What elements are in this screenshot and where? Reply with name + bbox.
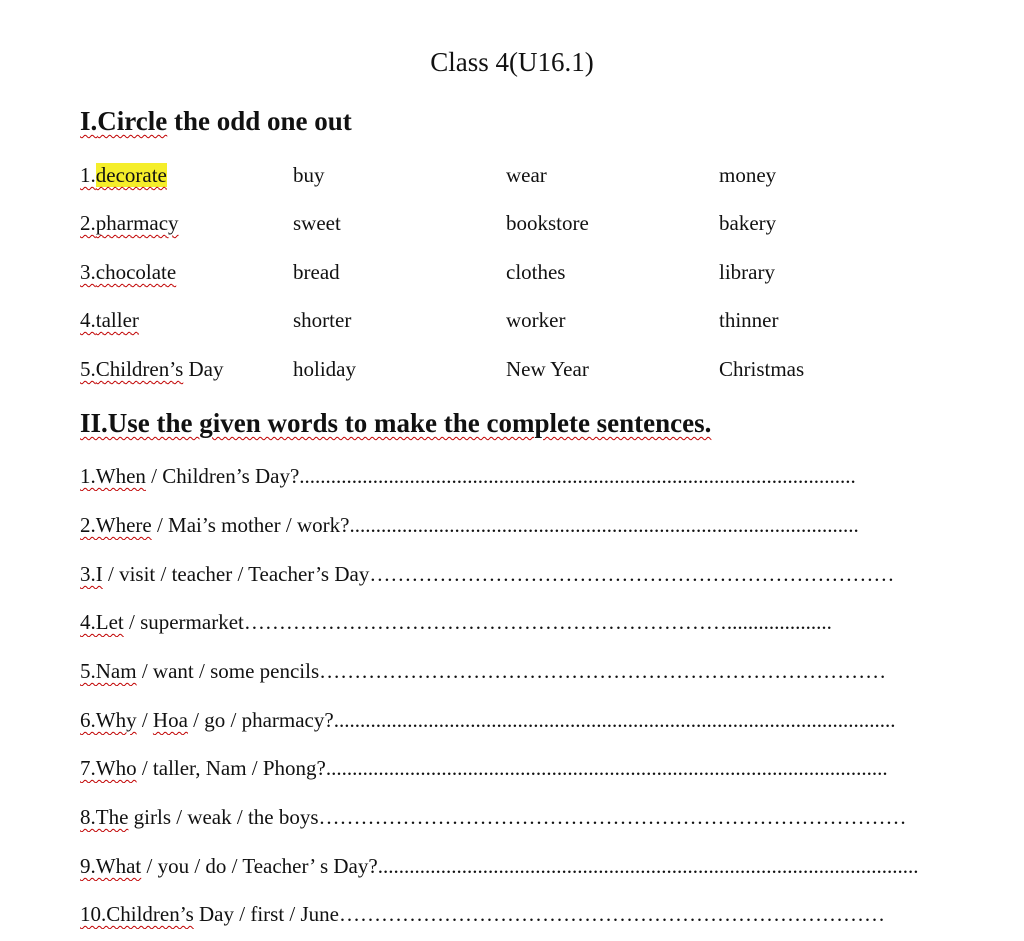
- sentence-item[interactable]: 4.Let / supermarket……………………………………………………………....................: [80, 610, 832, 634]
- answer-blank: …………………………………………………………………………: [318, 805, 907, 829]
- sentence-item[interactable]: 6.Why / Hoa / go / pharmacy?...........................................................................................................: [80, 708, 896, 732]
- section-1-heading-num-word: I.Circle: [80, 106, 168, 136]
- answer-blank: …………………………………………………………………: [369, 562, 895, 586]
- odd-one-word-2[interactable]: bread: [293, 260, 340, 284]
- answer-blank: ...........................................................................................................: [333, 708, 896, 732]
- odd-one-word-4[interactable]: bakery: [719, 211, 777, 235]
- odd-one-word-3[interactable]: bookstore: [506, 211, 589, 235]
- sentence-item[interactable]: 7.Who / taller, Nam / Phong?...........................................................................................................: [80, 756, 888, 780]
- answer-blank: ...........................................................................................................: [325, 756, 888, 780]
- odd-one-word-4[interactable]: thinner: [719, 308, 779, 332]
- odd-one-row: [0, 305, 1024, 335]
- odd-one-row: [0, 160, 1024, 190]
- odd-one-row: [0, 354, 1024, 384]
- answer-blank: ……………………………………………………………………: [338, 902, 885, 926]
- sentence-item[interactable]: 1.When / Children’s Day?..........................................................................................................: [80, 464, 856, 488]
- sentence-item[interactable]: 3.I / visit / teacher / Teacher’s Day…………………………………………………………………: [80, 562, 895, 586]
- odd-one-word-1[interactable]: 1.decorate: [80, 163, 167, 187]
- odd-one-word-2[interactable]: shorter: [293, 308, 352, 332]
- odd-one-word-1[interactable]: 2.pharmacy: [80, 211, 179, 235]
- highlighted-word: decorate: [95, 163, 167, 187]
- odd-one-word-4[interactable]: money: [719, 163, 777, 187]
- odd-one-word-1[interactable]: 5.Children’s Day: [80, 357, 224, 381]
- odd-one-word-2[interactable]: holiday: [293, 357, 356, 381]
- odd-one-row: [0, 208, 1024, 238]
- answer-blank: .......................................................................................................: [377, 854, 919, 878]
- odd-one-word-1[interactable]: 4.taller: [80, 308, 139, 332]
- answer-blank: ……………………………………………………………....................: [243, 610, 832, 634]
- odd-one-word-2[interactable]: buy: [293, 163, 325, 187]
- odd-one-word-3[interactable]: New Year: [506, 357, 589, 381]
- odd-one-word-4[interactable]: library: [719, 260, 775, 284]
- sentence-item[interactable]: 10.Children’s Day / first / June……………………………………………………………………: [80, 902, 885, 926]
- answer-blank: .................................................................................................: [349, 513, 859, 537]
- section-1-heading: I.Circle the odd one out: [80, 106, 352, 136]
- odd-one-word-3[interactable]: wear: [506, 163, 547, 187]
- sentence-item[interactable]: 5.Nam / want / some pencils………………………………………………………………………: [80, 659, 887, 683]
- odd-one-word-1[interactable]: 3.chocolate: [80, 260, 177, 284]
- odd-one-word-4[interactable]: Christmas: [719, 357, 805, 381]
- odd-one-word-2[interactable]: sweet: [293, 211, 341, 235]
- sentence-item[interactable]: 9.What / you / do / Teacher’ s Day?.......................................................................................................: [80, 854, 919, 878]
- sentence-item[interactable]: 2.Where / Mai’s mother / work?.................................................................................................: [80, 513, 859, 537]
- page-title: Class 4(U16.1): [430, 47, 594, 77]
- answer-blank: ..........................................................................................................: [299, 464, 856, 488]
- answer-blank: ………………………………………………………………………: [319, 659, 887, 683]
- odd-one-word-3[interactable]: worker: [506, 308, 566, 332]
- sentence-item[interactable]: 8.The girls / weak / the boys…………………………………………………………………………: [80, 805, 907, 829]
- odd-one-row: [0, 257, 1024, 287]
- section-2-heading: II.Use the given words to make the complete sentences.: [80, 408, 712, 438]
- odd-one-word-3[interactable]: clothes: [506, 260, 566, 284]
